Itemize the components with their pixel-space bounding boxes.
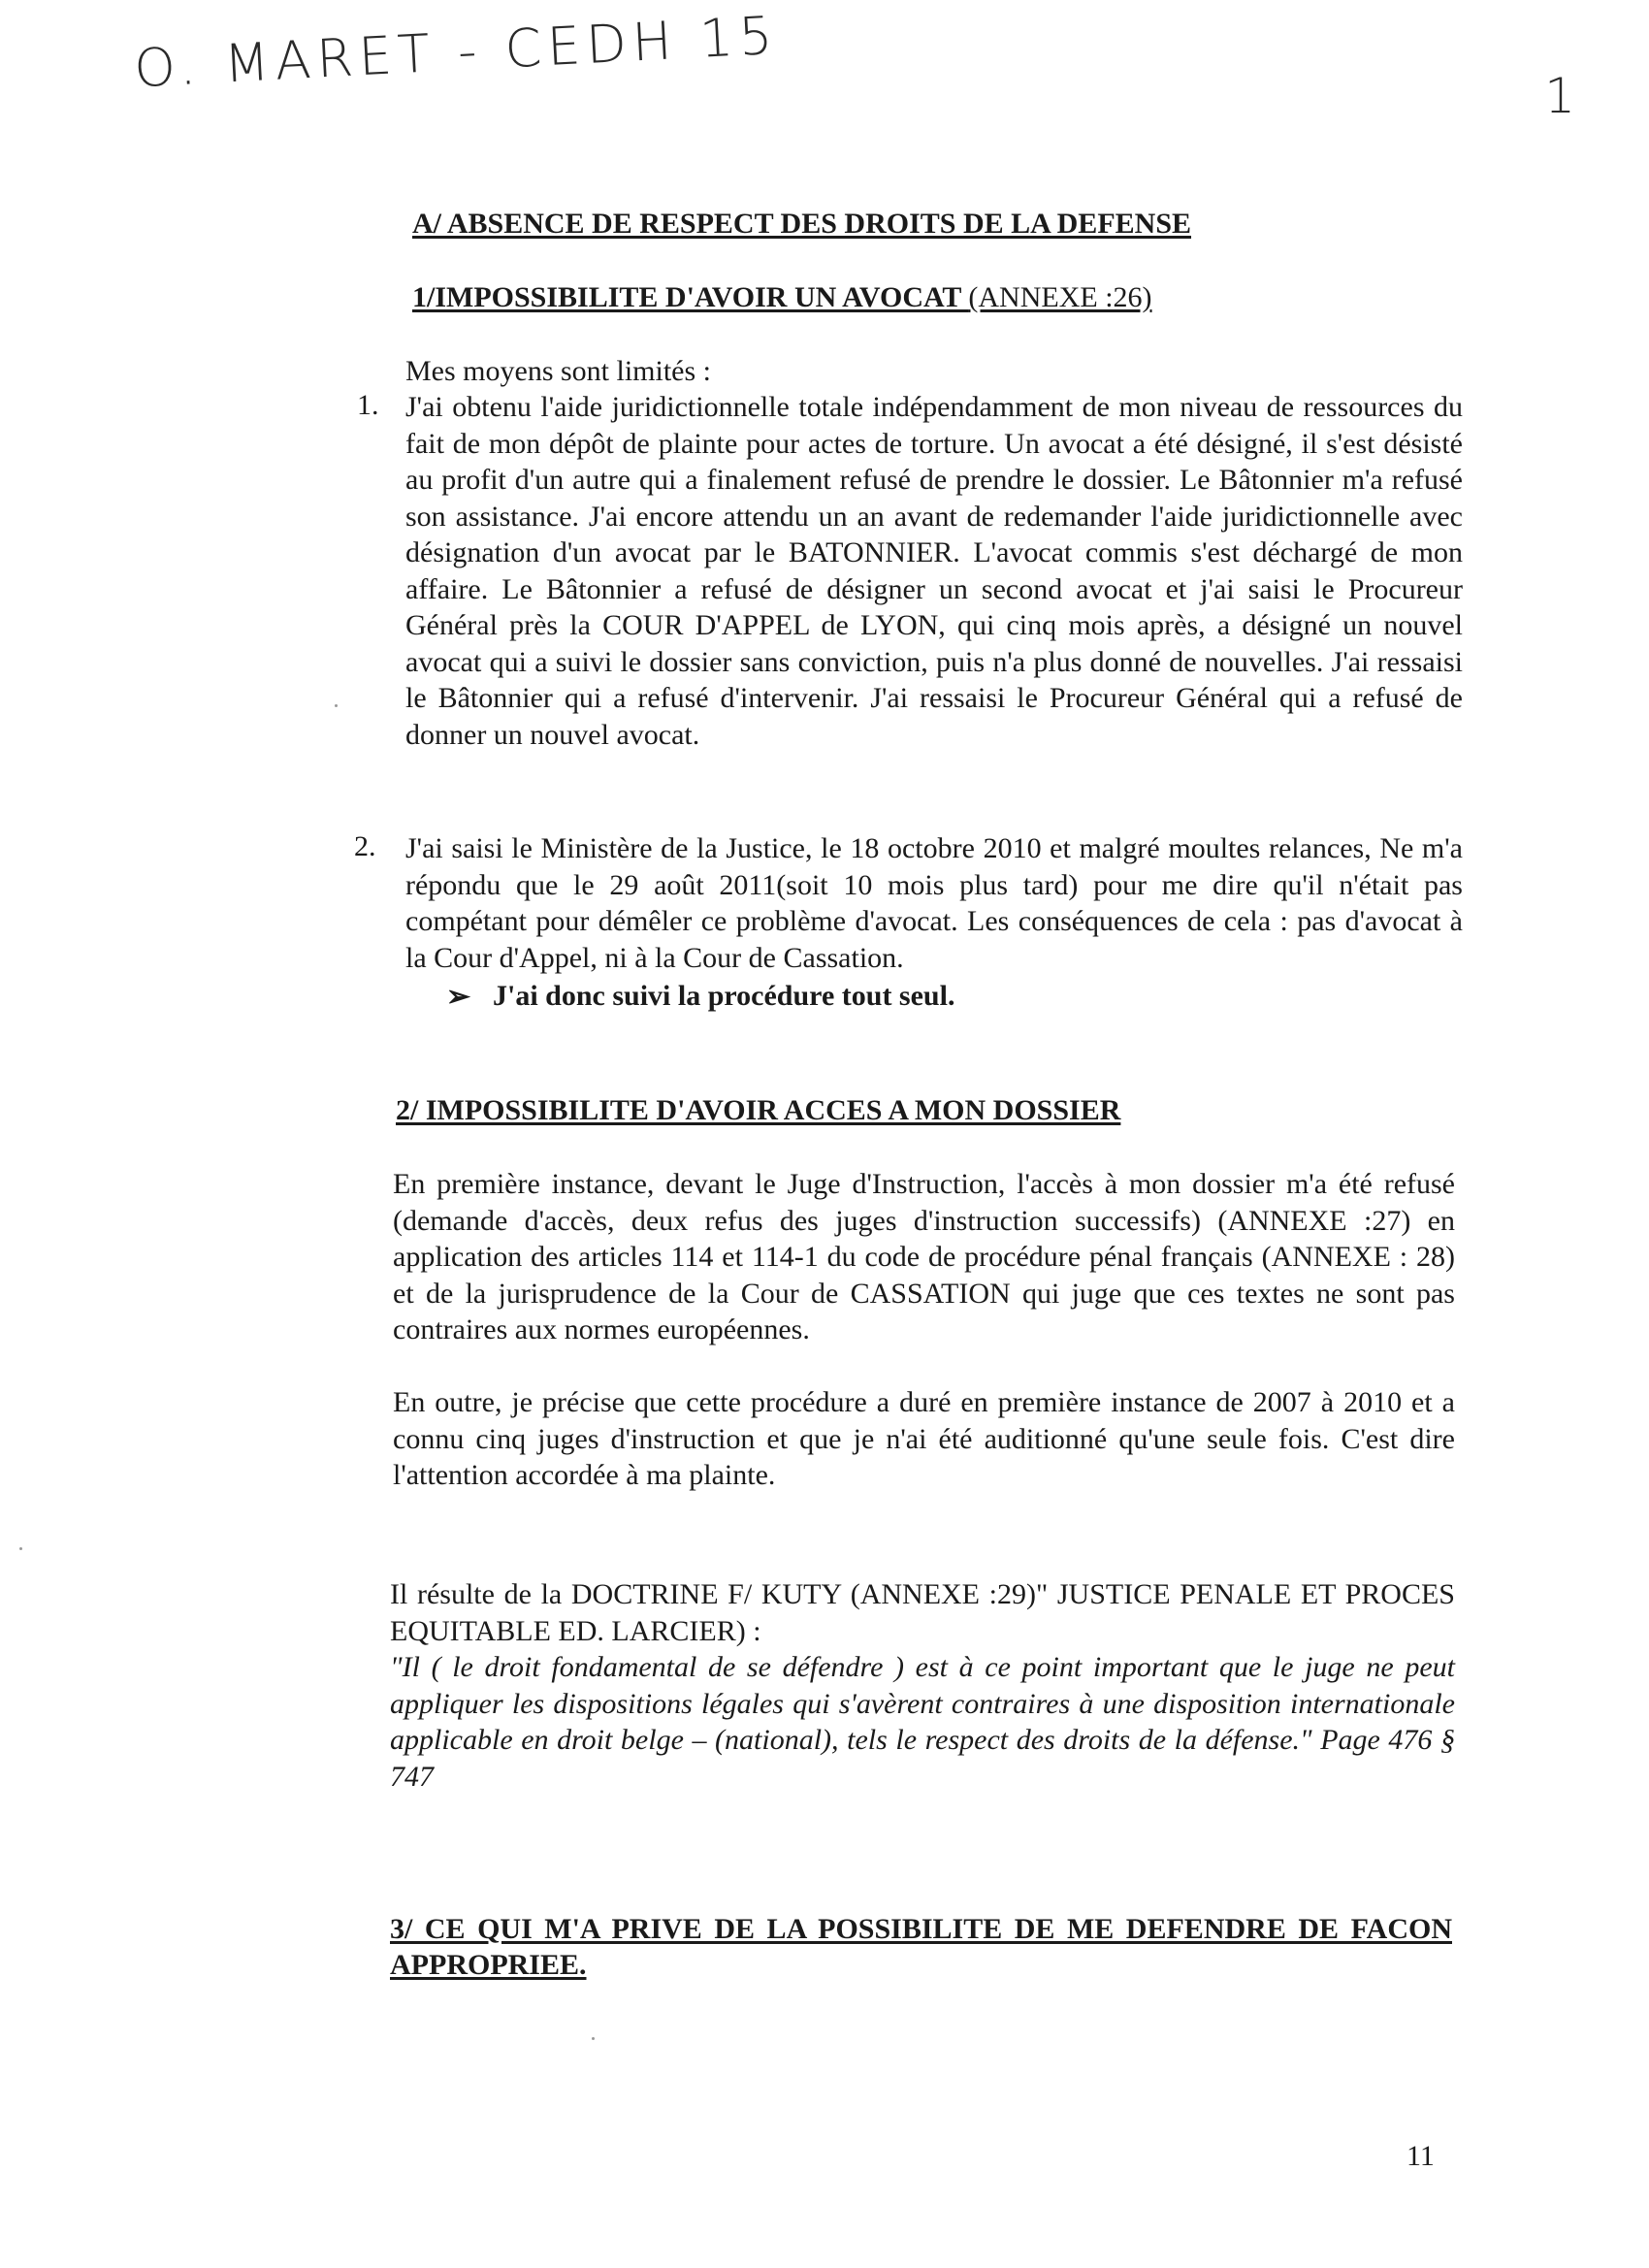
bullet-conclusion: J'ai donc suivi la procédure tout seul. (493, 980, 955, 1012)
heading-section-1 (412, 281, 1152, 314)
doctrine-quote: "Il ( le droit fondamental de se défendre ) est à ce point important que le juge ne peut appliquer les dispositions légales qui s'avèrent contraires à une disposition internationale applicable en droit belge – (national), tels le respect des droits de la défense." Page 476 § 747 (390, 1651, 1455, 1793)
arrow-bullet-icon: ➢ (446, 981, 471, 1013)
heading-section-1-annex: (ANNEXE :26) (968, 281, 1152, 313)
list-marker-1: 1. (357, 389, 379, 421)
scan-speck (19, 1547, 22, 1550)
heading-section-1-title: 1/IMPOSSIBILITE D'AVOIR UN AVOCAT (412, 281, 969, 313)
handwritten-reference: O. MARET - CEDH 15 (132, 4, 780, 100)
heading-section-3: 3/ CE QUI M'A PRIVE DE LA POSSIBILITE DE ME DEFENDRE DE FACON APPROPRIEE. (390, 1913, 1452, 1981)
scan-speck (335, 704, 338, 707)
intro-line: Mes moyens sont limités : (405, 355, 711, 387)
list-item-2: J'ai saisi le Ministère de la Justice, le 18 octobre 2010 et malgré moultes relances, Ne m'a répondu que le 29 août 2011(soit 10 mois plus tard) pour me dire qu'il n'était pas compétant pour démêler ce problème d'avocat. Les conséquences de cela : pas d'avocat à la Cour d'Appel, ni à la Cour de Cassation. (405, 832, 1463, 974)
list-item-1: J'ai obtenu l'aide juridictionnelle totale indépendamment de mon niveau de ressources du fait de mon dépôt de plainte pour actes de torture. Un avocat a été désigné, il s'est désisté au profit d'un autre qui a finalement refusé de prendre le dossier. Le Bâtonnier m'a refusé son assistance. J'ai encore attendu un an avant de redemander l'aide juridictionnelle avec désignation d'un avocat par le BATONNIER. L'avocat commis s'est déchargé de mon affaire. Le Bâtonnier a refusé de désigner un second avocat et j'ai saisi le Procureur Général près la COUR D'APPEL de LYON, qui cinq mois après, a désigné un nouvel avocat qui a suivi le dossier sans conviction, puis n'a plus donné de nouvelles. J'ai ressaisi le Bâtonnier qui a refusé d'intervenir. J'ai ressaisi le Procureur Général qui a refusé de donner un nouvel avocat. (405, 391, 1463, 751)
handwritten-page-number: 1 (1544, 68, 1581, 124)
list-marker-2: 2. (354, 830, 376, 862)
paragraph-access: En première instance, devant le Juge d'Instruction, l'accès à mon dossier m'a été refusé (demande d'accès, deux refus des juges d'instruction successifs) (ANNEXE :27) en application des articles 114 et 114-1 du code de procédure pénal français (ANNEXE : 28) et de la jurisprudence de la Cour de CASSATION qui juge que ces textes ne sont pas contraires aux normes européennes. (393, 1168, 1455, 1345)
paragraph-doctrine: Il résulte de la DOCTRINE F/ KUTY (ANNEXE :29)" JUSTICE PENALE ET PROCES EQUITABLE ED. LARCIER) : (390, 1578, 1455, 1647)
page-number: 11 (1406, 2140, 1435, 2172)
scan-speck (592, 2037, 595, 2040)
heading-section-2: 2/ IMPOSSIBILITE D'AVOIR ACCES A MON DOSSIER (396, 1094, 1121, 1126)
paragraph-duration: En outre, je précise que cette procédure a duré en première instance de 2007 à 2010 et a connu cinq juges d'instruction et que je n'ai été auditionné qu'une seule fois. C'est dire l'attention accordée à ma plainte. (393, 1386, 1455, 1491)
heading-section-a: A/ ABSENCE DE RESPECT DES DROITS DE LA DEFENSE (412, 208, 1192, 240)
